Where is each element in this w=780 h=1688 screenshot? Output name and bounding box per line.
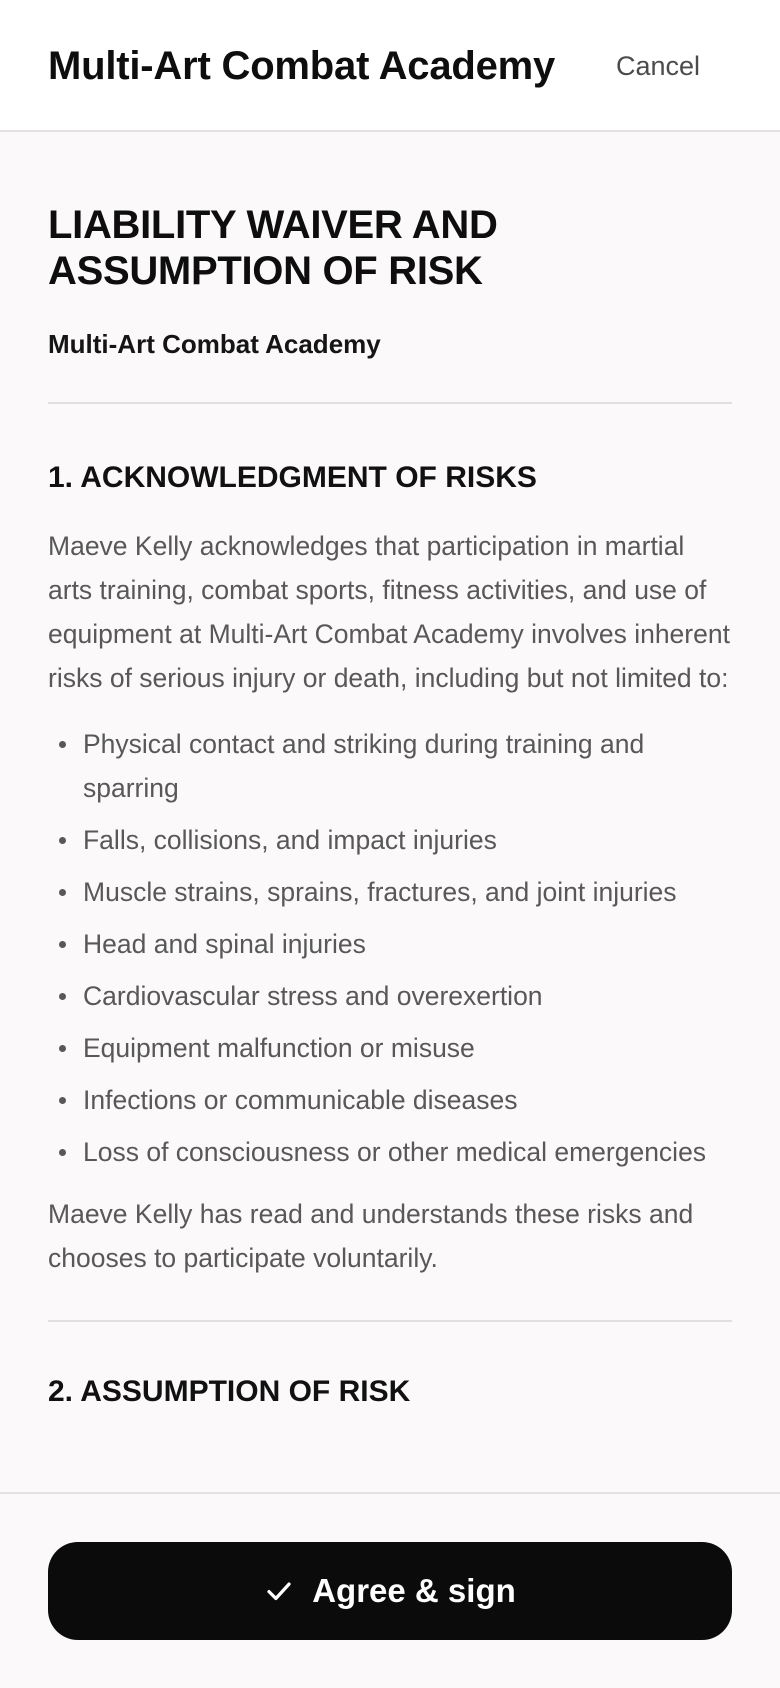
section-closing-paragraph: Maeve Kelly has read and understands these risks and chooses to participate voluntarily.: [48, 1199, 694, 1273]
list-item-text: Equipment malfunction or misuse: [83, 1033, 475, 1063]
bullet-icon: [59, 741, 66, 748]
list-item-text: Head and spinal injuries: [83, 929, 366, 959]
list-item-text: Infections or communicable diseases: [83, 1085, 518, 1115]
list-item-text: Muscle strains, sprains, fractures, and joint injuries: [83, 877, 677, 907]
waiver-document: [0, 132, 780, 1410]
list-item: [48, 722, 732, 810]
section-heading-assumption: 2. ASSUMPTION OF RISK: [48, 1375, 411, 1408]
list-item: [48, 1078, 732, 1122]
bullet-icon: [59, 1097, 66, 1104]
list-item: [48, 922, 732, 966]
bullet-icon: [59, 1149, 66, 1156]
list-item-text: Cardiovascular stress and overexertion: [83, 981, 543, 1011]
cancel-button[interactable]: Cancel: [616, 46, 700, 86]
list-item-text: Physical contact and striking during training and sparring: [83, 729, 645, 803]
list-item: [48, 1130, 732, 1174]
bullet-icon: [59, 941, 66, 948]
risk-list: [48, 722, 732, 1174]
list-item: [48, 870, 732, 914]
list-item-text: Loss of consciousness or other medical emergencies: [83, 1137, 707, 1167]
list-item-text: Falls, collisions, and impact injuries: [83, 825, 497, 855]
list-item: [48, 818, 732, 862]
section-intro-paragraph: Maeve Kelly acknowledges that participation in martial arts training, combat sports, fitness activities, and use of equipment at Multi-Art Combat Academy involves inherent risks of serious injury or death, including but not limited to:: [48, 531, 730, 693]
bullet-icon: [59, 993, 66, 1000]
document-subtitle: Multi-Art Combat Academy: [48, 329, 381, 359]
section-heading-acknowledgment: 1. ACKNOWLEDGMENT OF RISKS: [48, 461, 537, 494]
check-icon: [264, 1576, 294, 1606]
section-divider: [48, 402, 732, 404]
header-bar: [0, 0, 780, 132]
list-item: [48, 1026, 732, 1070]
page-title: Multi-Art Combat Academy: [48, 44, 556, 88]
footer-bar: [0, 1492, 780, 1688]
bullet-icon: [59, 1045, 66, 1052]
agree-button-label: Agree & sign: [312, 1572, 516, 1609]
document-title: LIABILITY WAIVER AND ASSUMPTION OF RISK: [48, 203, 498, 293]
list-item: [48, 974, 732, 1018]
agree-and-sign-button[interactable]: [48, 1542, 732, 1640]
waiver-scroll-area[interactable]: [0, 132, 780, 1492]
bullet-icon: [59, 837, 66, 844]
section-divider: [48, 1320, 732, 1322]
bullet-icon: [59, 889, 66, 896]
